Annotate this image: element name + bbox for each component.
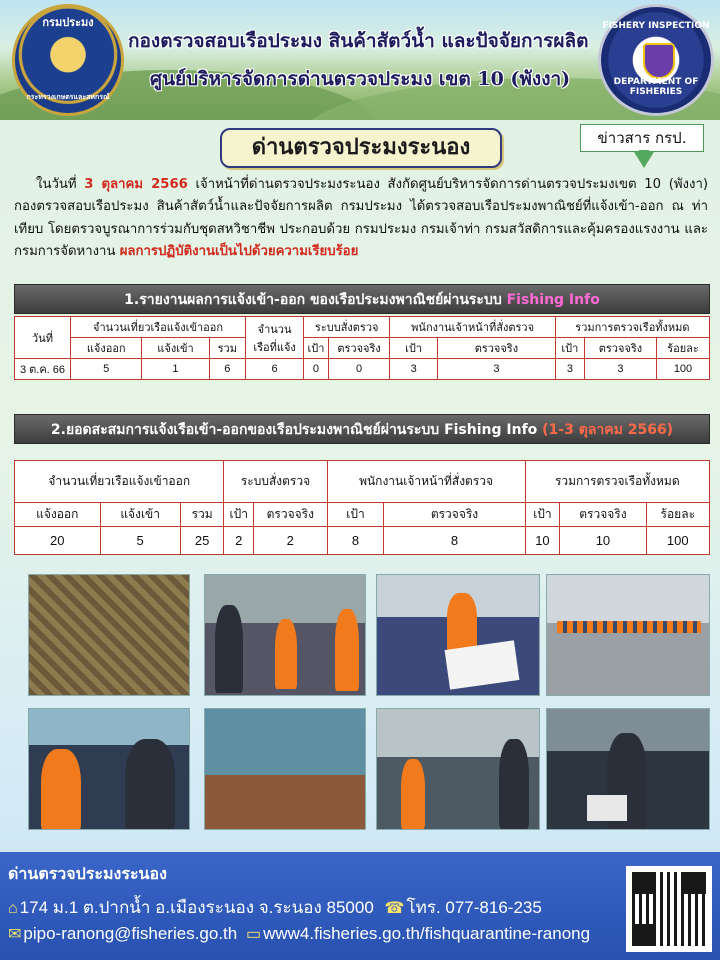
th-sub: แจ้งเข้า [142, 338, 209, 359]
th-order-system: ระบบสั่งตรวจ [224, 461, 327, 503]
th-sub: ร้อยละ [646, 503, 709, 527]
th-officer: พนักงานเจ้าหน้าที่สั่งตรวจ [390, 317, 556, 338]
section2-title: 2.ยอดสะสมการแจ้งเรือเข้า-ออกของเรือประมงพาณิชย์ผ่านระบบ Fishing Info [50, 422, 543, 438]
th-total: รวมการตรวจเรือทั้งหมด [525, 461, 709, 503]
header-title-line2: ศูนย์บริหารจัดการด่านตรวจประมง เขต 10 (พังงา) [150, 68, 571, 90]
table-cell: 10 [525, 527, 560, 555]
footer-phone[interactable]: โทร. 077-816-235 [406, 898, 542, 917]
shield-icon [643, 43, 675, 79]
news-paragraph [14, 174, 708, 263]
footer-website[interactable]: www4.fisheries.go.th/fishquarantine-ranong [263, 924, 591, 943]
photo-fishing-vessel [204, 708, 366, 830]
table-cell: 3 ต.ค. 66 [15, 359, 71, 380]
person-figure [125, 739, 175, 830]
th-sub: เป้า [304, 338, 329, 359]
page-title: ด่านตรวจประมงระนอง [220, 128, 502, 168]
header-title-line1: กองตรวจสอบเรือประมง สินค้าสัตว์น้ำ และปัจจัยการผลิต [128, 30, 589, 52]
table-cell: 0 [328, 359, 389, 380]
th-sub: เป้า [555, 338, 584, 359]
qr-code-image[interactable] [626, 866, 712, 952]
table-cell: 8 [384, 527, 525, 555]
table-cell: 8 [327, 527, 384, 555]
table-cell: 3 [437, 359, 555, 380]
footer-contact-line [8, 894, 542, 921]
qr-code-pattern [632, 872, 706, 946]
th-boats-line1: จำนวน [257, 323, 292, 336]
photo-crew-id-check [28, 708, 190, 830]
paragraph-result: ผลการปฏิบัติงานเป็นไปด้วยความเรียบร้อย [119, 243, 359, 259]
th-sub: ตรวจจริง [328, 338, 389, 359]
table-cell: 10 [560, 527, 646, 555]
table-cell: 5 [100, 527, 180, 555]
footer-web-line [8, 924, 590, 944]
document-image [445, 640, 520, 689]
telephone-icon: ☎ [384, 900, 405, 917]
th-trips: จำนวนเที่ยวเรือแจ้งเข้าออก [71, 317, 246, 338]
department-of-fisheries-logo [12, 4, 124, 116]
photo-crew-lineup [546, 574, 710, 696]
th-sub: ร้อยละ [656, 338, 709, 359]
person-figure [401, 759, 425, 829]
th-sub: ตรวจจริง [384, 503, 525, 527]
logo-left-bottom-text: กระทรวงเกษตรและสหกรณ์ [26, 93, 110, 101]
footer [0, 852, 720, 960]
crew-line [557, 621, 701, 633]
table-cell: 6 [209, 359, 246, 380]
th-total: รวมการตรวจเรือทั้งหมด [555, 317, 709, 338]
cooler-box-image [587, 795, 627, 821]
table-cell: 6 [246, 359, 304, 380]
th-order-system: ระบบสั่งตรวจ [304, 317, 390, 338]
cumulative-report-table [14, 460, 710, 555]
paragraph-body: เจ้าหน้าที่ด่านตรวจประมงระนอง สังกัดศูนย์บริหารจัดการด่านตรวจประมงเขต 10 (พังงา) กองตรวจสอบเรือประมง สินค้าสัตว์น้ำและปัจจัยการผลิต กรมประมง ได้ตรวจสอบเรือประมงพาณิชย์ที่แจ้งเข้า-ออก ณ ท่าเทียบ โดยตรวจบูรณาการร่วมกับชุดสหวิชาชีพ ประกอบด้วย กรมประมง กรมเจ้าท่า กรมสวัสดิการและคุ้มครองแรงงาน และกรมการจัดหางาน [14, 177, 708, 259]
person-figure [275, 619, 297, 689]
person-figure [215, 605, 243, 693]
th-boats-line2: เรือที่แจ้ง [253, 341, 296, 354]
th-sub: ตรวจจริง [560, 503, 646, 527]
th-sub: ตรวจจริง [584, 338, 656, 359]
table-cell: 3 [555, 359, 584, 380]
section1-banner [14, 284, 710, 314]
th-sub: เป้า [390, 338, 438, 359]
th-sub: รวม [180, 503, 224, 527]
photo-boarding-inspection [376, 708, 540, 830]
table-cell: 25 [180, 527, 224, 555]
photo-fishing-nets [28, 574, 190, 696]
th-sub: เป้า [224, 503, 254, 527]
photo-fish-hold-check [546, 708, 710, 830]
th-sub: ตรวจจริง [254, 503, 328, 527]
house-icon: ⌂ [8, 900, 18, 917]
person-figure [335, 609, 359, 691]
section1-system: Fishing Info [506, 292, 600, 308]
th-officer: พนักงานเจ้าหน้าที่สั่งตรวจ [327, 461, 525, 503]
table-cell: 5 [71, 359, 142, 380]
table-cell: 3 [584, 359, 656, 380]
th-sub: รวม [209, 338, 246, 359]
photo-inspection-crew [204, 574, 366, 696]
table-cell: 2 [224, 527, 254, 555]
table-cell: 100 [646, 527, 709, 555]
fishery-inspection-logo [598, 4, 714, 116]
table-cell: 0 [304, 359, 329, 380]
th-boats [246, 317, 304, 359]
email-icon: ✉ [8, 926, 22, 943]
footer-office-name: ด่านตรวจประมงระนอง [8, 866, 167, 883]
news-tag: ข่าวสาร กรป. [580, 124, 704, 152]
header-banner [0, 0, 720, 120]
person-figure [499, 739, 529, 829]
daily-report-table [14, 316, 710, 380]
table-row [15, 359, 710, 380]
th-sub: ตรวจจริง [437, 338, 555, 359]
logo-left-top-text: กรมประมง [42, 16, 94, 29]
table-cell: 2 [254, 527, 328, 555]
th-sub: เป้า [525, 503, 560, 527]
table-cell: 3 [390, 359, 438, 380]
table-cell: 1 [142, 359, 209, 380]
th-trips: จำนวนเที่ยวเรือแจ้งเข้าออก [15, 461, 224, 503]
computer-icon: ▭ [245, 926, 262, 943]
table-cell: 20 [15, 527, 101, 555]
section2-period: (1-3 ตุลาคม 2566) [542, 422, 674, 438]
th-date: วันที่ [15, 317, 71, 359]
th-sub: แจ้งออก [15, 503, 101, 527]
paragraph-date: 3 ตุลาคม 2566 [84, 177, 188, 192]
logo-right-bottom-text: DEPARTMENT OF FISHERIES [613, 77, 699, 97]
logo-right-top-text: FISHERY INSPECTION [602, 21, 710, 31]
table-cell: 100 [656, 359, 709, 380]
person-figure [41, 749, 81, 830]
th-sub: แจ้งออก [71, 338, 142, 359]
arrow-down-icon [634, 152, 654, 168]
person-figure [447, 593, 477, 653]
paragraph-lead: ในวันที่ [36, 177, 85, 192]
section1-title: 1.รายงานผลการแจ้งเข้า-ออก ของเรือประมงพาณิชย์ผ่านระบบ [124, 292, 507, 308]
footer-email[interactable]: pipo-ranong@fisheries.go.th [23, 924, 238, 943]
section2-banner [14, 414, 710, 444]
footer-address: 174 ม.1 ต.ปากน้ำ อ.เมืองระนอง จ.ระนอง 85000 [19, 898, 374, 917]
th-sub: เป้า [327, 503, 384, 527]
th-sub: แจ้งเข้า [100, 503, 180, 527]
photo-document-check [376, 574, 540, 696]
table-row [15, 527, 710, 555]
